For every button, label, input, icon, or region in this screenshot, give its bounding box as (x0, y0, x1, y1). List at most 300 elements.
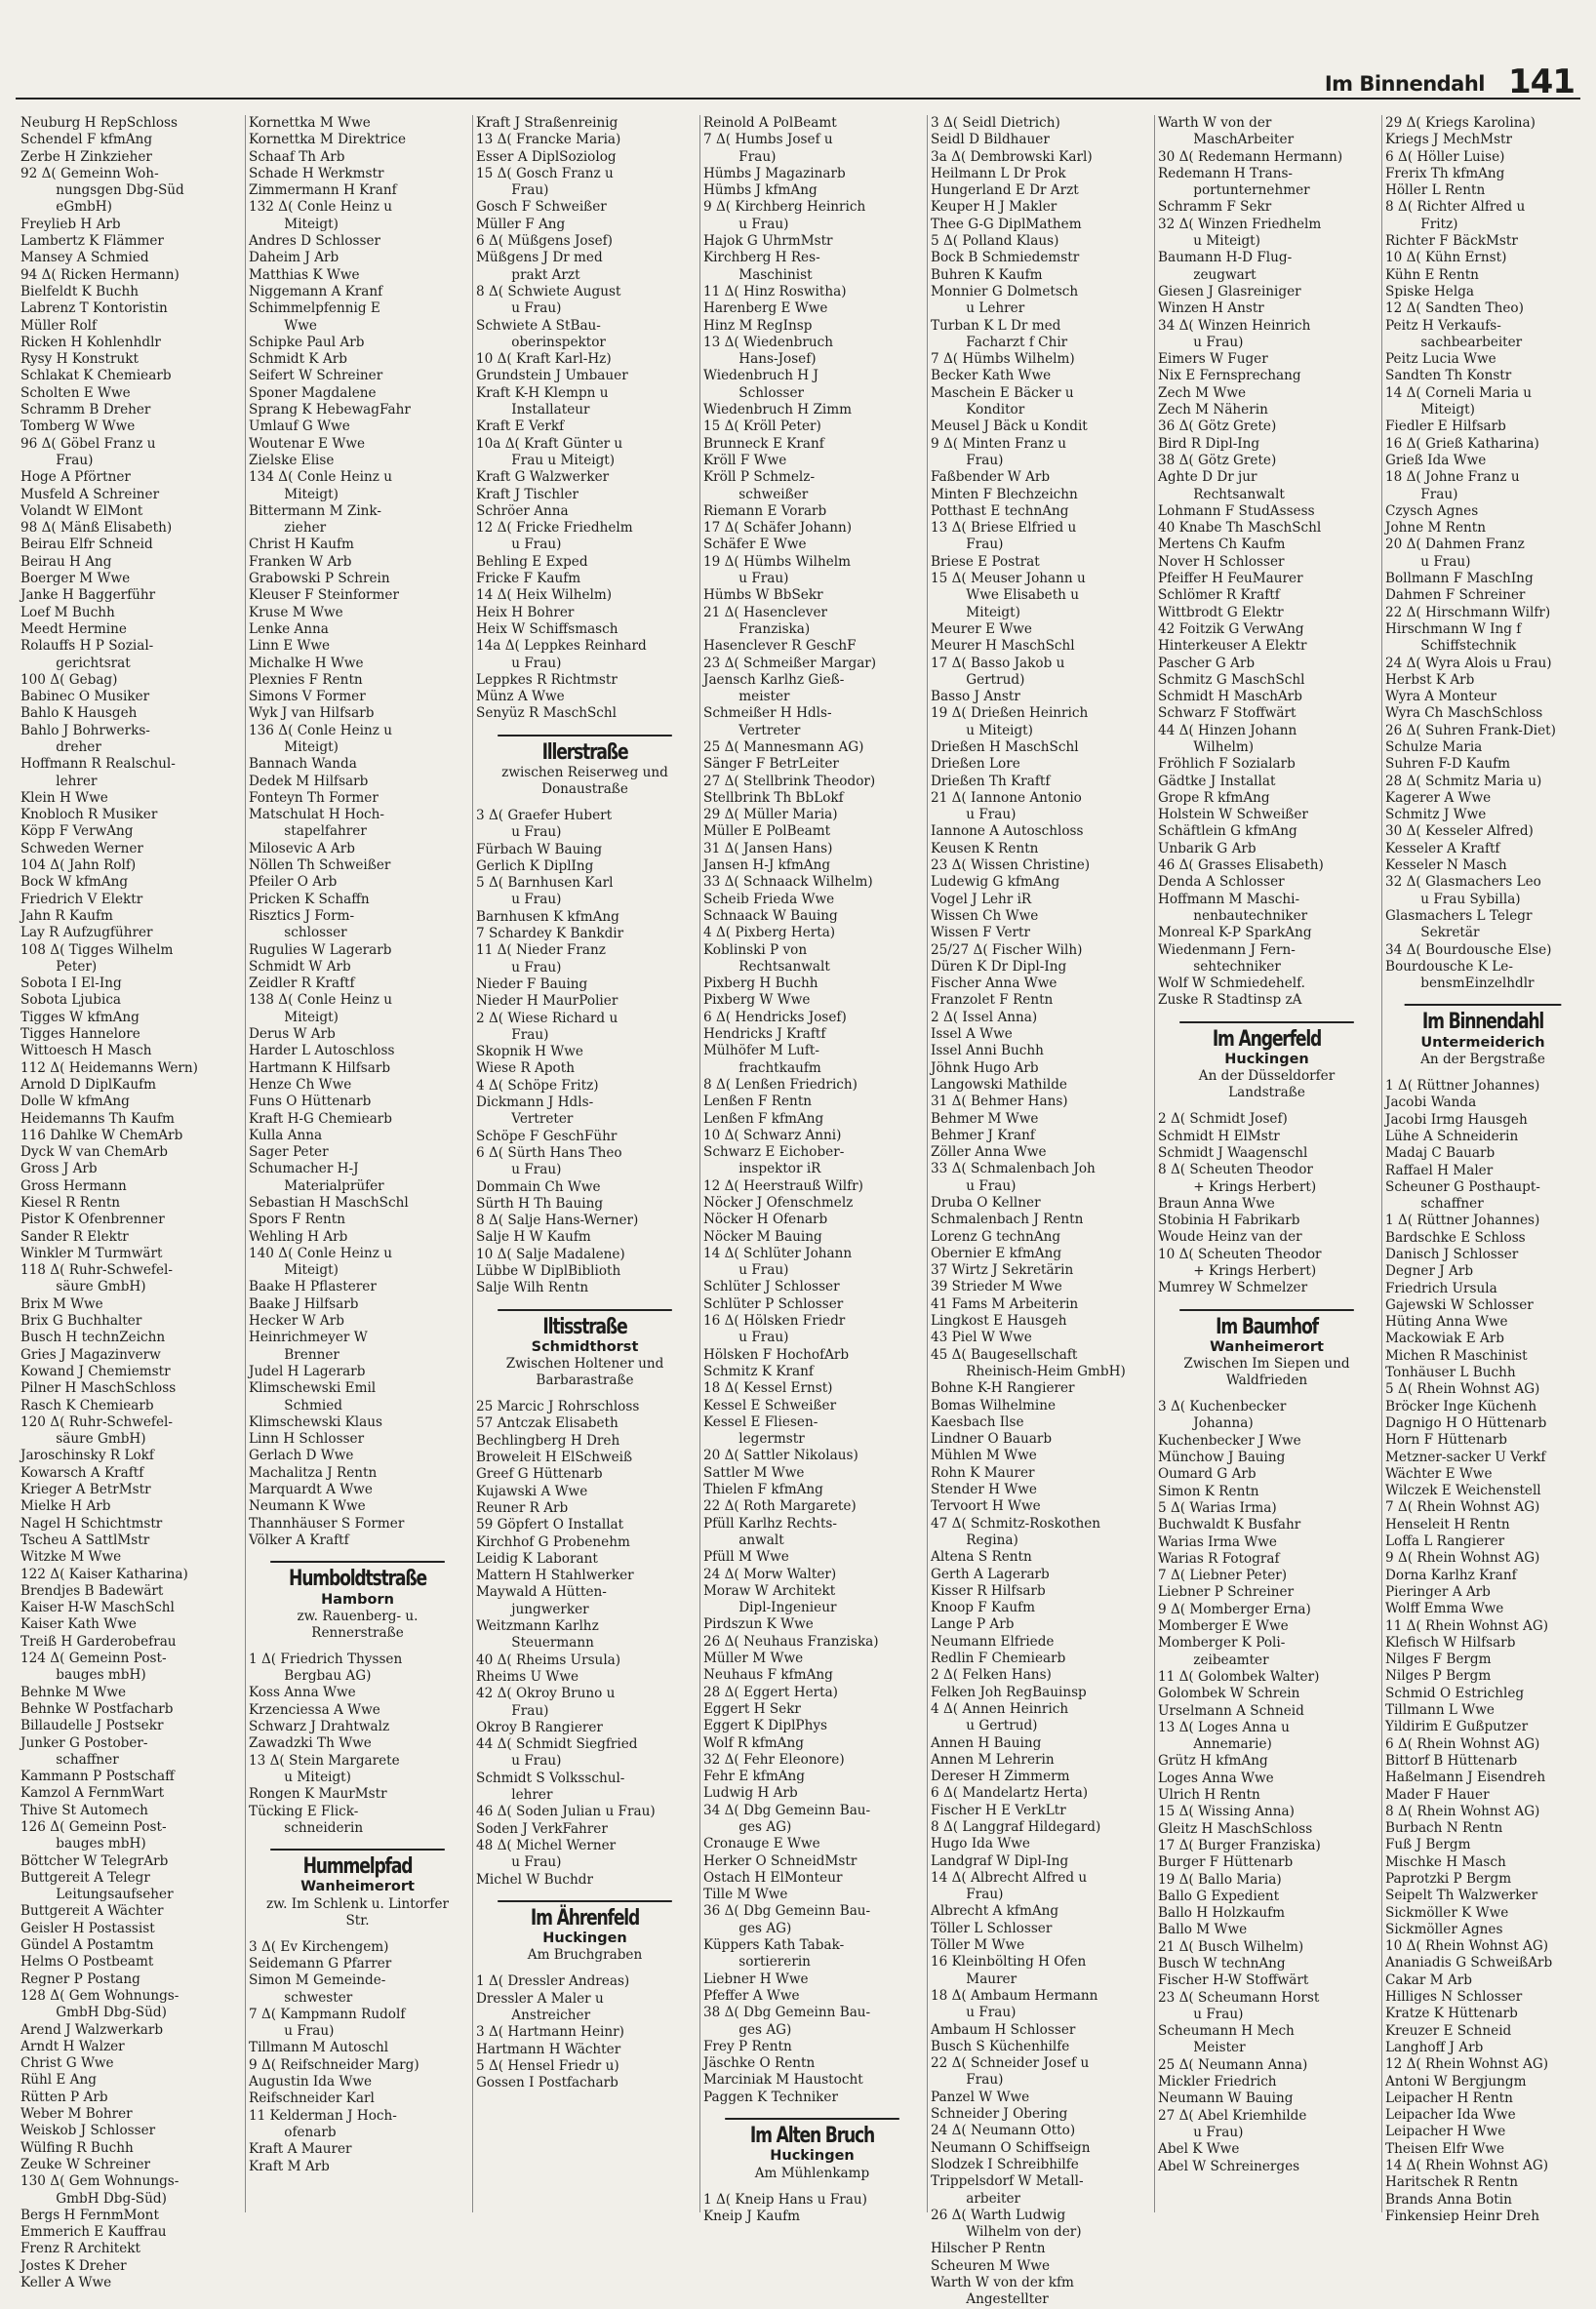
entry-line: Tonhäuser L Buchh (1385, 1365, 1516, 1381)
entry-line: Reifschneider Karl (249, 2090, 375, 2107)
entry-line: Buttgereit A Wächter (20, 1903, 164, 1920)
entry-line: Hümbs J kfmAng (703, 182, 818, 199)
entry-line: Pfeiffer H FeuMaurer (1158, 571, 1303, 587)
entry-line: Sickmöller K Wwe (1385, 1904, 1509, 1921)
entry-line: Nix E Fernsprechang (1158, 368, 1301, 384)
entry-line: GmbH Dbg-Süd) (39, 2005, 167, 2021)
entry-line: Konditor (949, 402, 1025, 418)
entry-line: Burbach N Rentn (1385, 1820, 1503, 1837)
entry-line: 120 Δ( Ruhr-Schwefel- (20, 1413, 173, 1430)
entry-line: Dagnigo H O Hüttenarb (1385, 1414, 1547, 1431)
entry-line: prakt Arzt (495, 266, 580, 283)
entry-line: Kirchhof G Probenehm (476, 1533, 630, 1550)
section-spacer (700, 2182, 924, 2192)
entry-line: Degner J Arb (1385, 1263, 1474, 1280)
entry-line: Kleuser F Steinformer (249, 587, 399, 604)
entry-line: Metzner-sacker U Verkf (1385, 1449, 1546, 1465)
entry-line: Frenz R Architekt (20, 2241, 141, 2257)
entry-line: Maschinist (722, 266, 813, 283)
entry-line: Kowand J Chemiemstr (20, 1363, 171, 1379)
entry-line: 134 Δ( Conle Heinz u (249, 469, 393, 486)
entry-line: 41 Fams M Arbeiterin (931, 1295, 1079, 1312)
entry-line: Zielske Elise (249, 452, 335, 468)
entry-line: Behnke W Postfacharb (20, 1700, 174, 1717)
entry-line: Danisch J Schlosser (1385, 1247, 1519, 1262)
entry-line: Dahmen F Schreiner (1385, 587, 1526, 604)
entry-line: Glasmachers L Telegr (1385, 907, 1533, 924)
entry-line: Neuhaus F kfmAng (703, 1667, 833, 1684)
entry-line: Madaj C Bauarb (1385, 1145, 1496, 1162)
entry-line: Schmidt S Volksschul- (476, 1770, 625, 1786)
entry-line: Brix M Wwe (20, 1295, 103, 1312)
entry-line: Sobota I El-Ing (20, 975, 122, 992)
entry-line: Briese E Postrat (931, 553, 1040, 570)
entry-line: Dolle W kfmAng (20, 1094, 130, 1110)
entry-line: 6 Δ( Müßgens Josef) (476, 233, 613, 250)
entry-line: Schade H Werkmstr (249, 165, 384, 181)
entry-line: Salje Wilh Rentn (476, 1280, 589, 1296)
entry-line: bauges mbH) (39, 1836, 146, 1852)
section-spacer (246, 1642, 469, 1652)
entry-line: Schmidt W Arb (249, 958, 351, 975)
district-name: Wanheimerort (300, 1879, 415, 1895)
entry-line: Bock B Schmiedemstr (931, 250, 1080, 266)
entry-line: Matschulat H Hoch- (249, 807, 384, 823)
entry-line: 20 Δ( Sattler Nikolaus) (703, 1448, 858, 1464)
entry-line: Grope R kfmAng (1158, 789, 1270, 806)
entry-line: schaffner (1404, 1196, 1484, 1213)
entry-line: 33 Δ( Schnaack Wilhelm) (703, 874, 873, 891)
entry-line: zeibeamter (1177, 1652, 1269, 1668)
entry-line: 6 Δ( Mandelartz Herta) (931, 1785, 1089, 1802)
entry-line: Finkensiep Heinr Dreh (1385, 2208, 1539, 2224)
entry-line: Schipke Paul Arb (249, 334, 365, 350)
entry-line: Buhren K Kaufm (931, 266, 1043, 283)
entry-line: Bergs H FernmMont (20, 2207, 159, 2223)
entry-line: Beirau Elfr Schneid (20, 537, 153, 553)
entry-line: 8 Δ( Schwiete August (476, 283, 621, 299)
entry-line: Annemarie) (1177, 1736, 1272, 1753)
entry-line: Basso J Anstr (931, 689, 1020, 705)
entry-line: Brenner (267, 1346, 339, 1363)
entry-line: Kisser R Hilfsarb (931, 1582, 1046, 1599)
entry-line: Warias Irma Wwe (1158, 1533, 1277, 1550)
entry-line: Oumard G Arb (1158, 1466, 1257, 1483)
entry-line: 10 Δ( Schwarz Anni) (703, 1127, 842, 1143)
entry-line: Krzenciessa A Wwe (249, 1701, 380, 1718)
entry-line: Kaesbach Ilse (931, 1413, 1024, 1430)
entry-line: Fiedler E Hilfsarb (1385, 418, 1506, 435)
directory-columns (18, 115, 1582, 2308)
entry-line: 40 Knabe Th MaschSchl (1158, 520, 1322, 537)
entry-line: Seipelt Th Walzwerker (1385, 1888, 1538, 1904)
entry-line: Wehling H Arb (249, 1228, 348, 1245)
entry-line: 9 Δ( Kirchberg Heinrich (703, 199, 866, 216)
entry-line: u Miteigt) (949, 722, 1033, 738)
entry-line: 31 Δ( Behmer Hans) (931, 1094, 1068, 1110)
entry-line: 15 Δ( Gosch Franz u (476, 165, 614, 181)
entry-line: 11 Δ( Golombek Walter) (1158, 1668, 1320, 1685)
entry-line: Schmidt H ElMstr (1158, 1128, 1280, 1144)
entry-line: Schröer Anna (476, 502, 569, 519)
entry-line: Kraft E Verkf (476, 418, 565, 435)
entry-line: Hendricks J Kraftf (703, 1026, 826, 1043)
entry-line: eGmbH) (39, 199, 112, 216)
entry-line: Nöcker H Ofenarb (703, 1212, 828, 1228)
entry-line: schneiderin (267, 1819, 364, 1836)
entry-line: Linn E Wwe (249, 638, 331, 655)
entry-line: 2 Δ( Issel Anna) (931, 1009, 1038, 1025)
entry-line: Maschein E Bäcker u (931, 384, 1074, 401)
entry-line: Hinterkeuser A Elektr (1158, 638, 1307, 655)
entry-line: 43 Piel W Wwe (931, 1330, 1032, 1346)
entry-line: Sekretär (1404, 925, 1480, 941)
entry-line: Ludwig H Arb (703, 1785, 798, 1802)
entry-line: schlosser (267, 925, 347, 941)
entry-line: Christ G Wwe (20, 2055, 114, 2072)
entry-line: 36 Δ( Dbg Gemeinn Bau- (703, 1903, 871, 1920)
street-heading: Humboldtstraße (270, 1561, 445, 1587)
entry-line: Andres D Schlosser (249, 233, 381, 250)
entry-line: Lingkost E Hausgeh (931, 1313, 1067, 1330)
entry-line: Michalke H Wwe (249, 655, 364, 671)
entry-line: Heilmann L Dr Prok (931, 165, 1066, 181)
entry-line: Ambaum H Schlosser (931, 2021, 1076, 2038)
entry-line: Panzel W Wwe (931, 2089, 1030, 2105)
entry-line: Miteigt) (1404, 402, 1475, 418)
entry-line: Schneider J Obering (931, 2106, 1068, 2123)
entry-line: Zech M Näherin (1158, 402, 1268, 418)
entry-line: Kessel E Schweißer (703, 1397, 837, 1413)
entry-line: jungwerker (495, 1601, 589, 1617)
entry-line: Kagerer A Wwe (1385, 789, 1492, 806)
entry-line: Lenke Anna (249, 620, 329, 637)
entry-line: Pfüll M Wwe (703, 1549, 789, 1566)
street-heading: Iltisstraße (498, 1309, 672, 1335)
street-description: Am Mühlenkamp (754, 2165, 870, 2181)
entry-line: Schlüter J Schlosser (703, 1279, 840, 1295)
entry-line: Wyra A Monteur (1385, 689, 1497, 705)
entry-line: Peitz Lucia Wwe (1385, 351, 1496, 368)
street-heading: Illerstraße (498, 735, 672, 761)
entry-line: 3a Δ( Dembrowski Karl) (931, 148, 1093, 165)
entry-line: Jahn R Kaufm (20, 907, 113, 924)
entry-line: + Krings Herbert) (1177, 1178, 1317, 1195)
entry-line: 140 Δ( Conle Heinz u (249, 1245, 393, 1261)
entry-line: Rechtsanwalt (722, 958, 830, 975)
entry-line: Wolff Emma Wwe (1385, 1601, 1504, 1617)
entry-line: 4 Δ( Schöpe Fritz) (476, 1077, 599, 1094)
entry-line: 4 Δ( Annen Heinrich (931, 1700, 1069, 1717)
entry-line: Nilges P Bergm (1385, 1668, 1492, 1685)
entry-line: 116 Dahlke W ChemArb (20, 1127, 183, 1143)
entry-line: Lenßen F kfmAng (703, 1110, 824, 1127)
entry-line: Schmied (267, 1397, 342, 1413)
entry-line: Kesseler A Kraftf (1385, 840, 1500, 856)
entry-line: Schwarz E Eichober- (703, 1144, 845, 1161)
entry-line: 130 Δ( Gem Wohnungs- (20, 2173, 180, 2190)
entry-line: Arndt H Walzer (20, 2038, 125, 2054)
entry-line: 18 Δ( Johne Franz u (1385, 469, 1520, 486)
entry-line: Junker G Postober- (20, 1734, 148, 1751)
entry-line: 36 Δ( Götz Grete) (1158, 418, 1277, 435)
street-heading: Im Baumhof (1179, 1309, 1354, 1335)
entry-line: Bröcker Inge Küchenh (1385, 1398, 1537, 1414)
entry-line: Bittorf B Hüttenarb (1385, 1752, 1518, 1769)
entry-line: 10 Δ( Rhein Wohnst AG) (1385, 1938, 1549, 1955)
section-spacer (473, 798, 697, 808)
entry-line: Billaudelle J Postsekr (20, 1718, 164, 1734)
street-heading: Im Alten Bruch (725, 2118, 899, 2144)
entry-line: Installateur (495, 402, 590, 418)
entry-line: Nieder F Bauing (476, 975, 588, 992)
entry-line: Busch S Küchenhilfe (931, 2038, 1070, 2054)
entry-line: Mansey A Schmied (20, 250, 149, 266)
entry-line: Schwiete A StBau- (476, 317, 601, 334)
street-description: Am Bruchgraben (527, 1947, 643, 1964)
entry-line: Sander R Elektr (20, 1228, 129, 1245)
entry-line: Franziska) (722, 620, 811, 637)
entry-line: 8 Δ( Rhein Wohnst AG) (1385, 1803, 1540, 1819)
entry-line: Gerlich K DiplIng (476, 857, 594, 874)
entry-line: Materialprüfer (267, 1177, 384, 1194)
entry-line: Rheims U Wwe (476, 1668, 579, 1685)
entry-line: Scholten E Wwe (20, 384, 131, 401)
entry-line: 2 Δ( Felken Hans) (931, 1667, 1052, 1684)
entry-line: Sponer Magdalene (249, 384, 377, 401)
entry-line: 2 Δ( Schmidt Josef) (1158, 1111, 1288, 1128)
entry-line: 5 Δ( Warias Irma) (1158, 1499, 1277, 1516)
entry-line: Busch H technZeichn (20, 1330, 166, 1346)
entry-line: 94 Δ( Ricken Hermann) (20, 266, 180, 283)
entry-line: 1 Δ( Rüttner Johannes) (1385, 1078, 1540, 1095)
entry-line: Rolauffs H P Sozial- (20, 638, 154, 655)
entry-line: 2 Δ( Wiese Richard u (476, 1010, 618, 1026)
entry-line: Schumacher H-J (249, 1161, 359, 1177)
entry-line: Denda A Schlosser (1158, 874, 1285, 891)
entry-line: u Frau) (495, 537, 562, 553)
street-description: Zwischen Holtener und Barbarastraße (505, 1356, 664, 1389)
entry-line: Gleitz H MaschSchloss (1158, 1820, 1313, 1837)
entry-line: 47 Δ( Schmitz-Roskothen (931, 1515, 1101, 1532)
section-spacer (473, 1389, 697, 1399)
entry-line: Gosch F Schweißer (476, 199, 607, 216)
entry-line: Leidig K Laborant (476, 1550, 598, 1567)
entry-line: 9 Δ( Reifschneider Marg) (249, 2056, 419, 2073)
entry-line: Müller E PolBeamt (703, 823, 831, 840)
entry-line: Ludewig G kfmAng (931, 874, 1060, 891)
entry-line: Kraft K-H Klempn u (476, 384, 609, 401)
entry-line: Beirau H Ang (20, 553, 112, 570)
entry-line: Friedrich Ursula (1385, 1280, 1497, 1296)
directory-column-1 (18, 115, 241, 2290)
entry-line: 44 Δ( Schmidt Siegfried (476, 1736, 638, 1753)
entry-line: 59 Göpfert O Installat (476, 1517, 624, 1533)
entry-line: Ulrich H Rentn (1158, 1787, 1260, 1804)
entry-line: 13 Δ( Briese Elfried u (931, 520, 1077, 537)
entry-line: 104 Δ( Jahn Rolf) (20, 857, 137, 874)
entry-line: Schwarz F Stoffwärt (1158, 705, 1297, 722)
entry-line: 96 Δ( Göbel Franz u (20, 435, 156, 452)
entry-line: 14 Δ( Albrecht Alfred u (931, 1869, 1088, 1886)
entry-line: Sager Peter (249, 1144, 329, 1161)
entry-line: Wittoesch H Masch (20, 1043, 152, 1059)
entry-line: Kirchberg H Res- (703, 250, 820, 266)
entry-line: Scheuren M Wwe (931, 2257, 1050, 2274)
entry-line: Neumann W Bauing (1158, 2090, 1294, 2107)
entry-line: Gross J Arb (20, 1161, 98, 1177)
entry-line: Nöllen Th Schweißer (249, 857, 391, 874)
entry-line: Buchwaldt K Busfahr (1158, 1517, 1301, 1533)
entry-line: Weiskob J Schlosser (20, 2123, 156, 2139)
entry-line: Richter F BäckMstr (1385, 233, 1518, 250)
entry-line: Turban K L Dr med (931, 317, 1061, 334)
entry-line: Bechlingberg H Dreh (476, 1432, 620, 1449)
entry-line: Töller M Wwe (931, 1937, 1025, 1954)
entry-line: Frau) (1404, 486, 1458, 502)
entry-line: u Frau) (722, 571, 789, 587)
entry-line: Thannhäuser S Former (249, 1515, 405, 1532)
entry-line: Buttgereit A Telegr (20, 1869, 150, 1886)
entry-line: Neumann O Schiffseign (931, 2139, 1091, 2156)
entry-line: Kröll P Schmelz- (703, 469, 816, 486)
entry-line: Frau) (949, 1887, 1004, 1903)
entry-line: Leipacher H Wwe (1385, 2124, 1506, 2140)
section-spacer (246, 1930, 469, 1939)
entry-line: Winkler M Turmwärt (20, 1245, 163, 1261)
entry-line: sachbearbeiter (1404, 334, 1523, 350)
entry-line: 40 Δ( Rheims Ursula) (476, 1652, 621, 1668)
entry-line: u Frau) (949, 2005, 1017, 2021)
entry-line: ges AG) (722, 1920, 792, 1936)
entry-line: Babinec O Musiker (20, 689, 150, 705)
entry-line: Busch W technAng (1158, 1955, 1286, 1971)
entry-line: Mülhöfer M Luft- (703, 1043, 819, 1059)
entry-line: Schiffstechnik (1404, 638, 1517, 655)
entry-line: 18 Δ( Ambaum Hermann (931, 1987, 1098, 2004)
entry-line: 6 Δ( Höller Luise) (1385, 148, 1505, 165)
entry-line: Paprotzki P Bergm (1385, 1870, 1512, 1887)
entry-line: Behling E Exped (476, 553, 588, 570)
entry-line: Münz A Wwe (476, 689, 565, 705)
entry-line: Thielen F kfmAng (703, 1482, 823, 1498)
entry-line: Mickler Friedrich (1158, 2074, 1277, 2090)
entry-line: Jäschke O Rentn (703, 2055, 816, 2072)
entry-line: 6 Δ( Hendricks Josef) (703, 1009, 847, 1025)
entry-line: 19 Δ( Hümbs Wilhelm (703, 553, 852, 570)
entry-line: 7 Δ( Hümbs Wilhelm) (931, 351, 1075, 368)
entry-line: Minten F Blechzeichn (931, 486, 1078, 502)
entry-line: Schmidt H MaschArb (1158, 689, 1302, 705)
entry-line: Neumann Elfriede (931, 1633, 1055, 1650)
entry-line: Stender H Wwe (931, 1482, 1037, 1498)
entry-line: Heidemanns Th Kaufm (20, 1110, 175, 1127)
entry-line: 138 Δ( Conle Heinz u (249, 992, 393, 1009)
entry-line: Fonteyn Th Former (249, 789, 379, 806)
entry-line: Scheumann H Mech (1158, 2023, 1295, 2040)
entry-line: sortiererin (722, 1954, 811, 1971)
entry-line: Franken W Arb (249, 553, 352, 570)
entry-line: u Frau) (495, 1854, 562, 1871)
entry-line: 13 Δ( Francke Maria) (476, 132, 621, 148)
entry-line: u Frau) (1404, 553, 1471, 570)
entry-line: 57 Antczak Elisabeth (476, 1415, 618, 1432)
entry-line: + Krings Herbert) (1177, 1263, 1317, 1279)
entry-line: schwester (267, 1989, 353, 2006)
entry-line: Müller F Ang (476, 216, 566, 232)
entry-line: Henseleit H Rentn (1385, 1516, 1510, 1533)
entry-line: Thive St Automech (20, 1802, 148, 1818)
entry-line: Krieger A BetrMstr (20, 1482, 151, 1498)
entry-line: frachtkaufm (722, 1059, 821, 1076)
entry-line: Böttcher W TelegrArb (20, 1852, 169, 1869)
entry-line: Töller L Schlosser (931, 1920, 1053, 1936)
entry-line: Kröll F Wwe (703, 452, 787, 468)
section-spacer (1155, 1101, 1378, 1111)
entry-line: Dommain Ch Wwe (476, 1178, 601, 1195)
entry-line: 30 Δ( Redemann Hermann) (1158, 148, 1343, 165)
entry-line: 18 Δ( Kessel Ernst) (703, 1380, 833, 1397)
entry-line: Mackowiak E Arb (1385, 1331, 1504, 1347)
entry-line: u Frau) (495, 892, 562, 908)
entry-line: Wissen F Vertr (931, 925, 1030, 941)
entry-line: MaschArbeiter (1177, 132, 1295, 148)
entry-line: Lange P Arb (931, 1616, 1015, 1633)
entry-line: 15 Δ( Wissing Anna) (1158, 1804, 1295, 1820)
entry-line: Baumann H-D Flug- (1158, 250, 1293, 266)
entry-line: Pilner H MaschSchloss (20, 1380, 177, 1397)
entry-line: Dereser H Zimmerm (931, 1769, 1070, 1785)
entry-line: lehrer (39, 773, 98, 789)
entry-line: Schmitz K Kranf (703, 1363, 814, 1379)
entry-line: Liebner P Schreiner (1158, 1584, 1295, 1601)
entry-line: Wilhelm von der) (949, 2224, 1082, 2241)
entry-line: Okroy B Rangierer (476, 1719, 603, 1735)
entry-line: Grabowski P Schrein (249, 571, 390, 587)
entry-line: Facharzt f Chir (949, 334, 1068, 350)
entry-line: Hasenclever R GeschF (703, 638, 857, 655)
entry-line: Bittermann M Zink- (249, 502, 382, 519)
entry-line: Monnier G Dolmetsch (931, 283, 1079, 299)
directory-column-4 (699, 115, 924, 2224)
entry-line: Mischke H Masch (1385, 1853, 1506, 1870)
entry-line: 10a Δ( Kraft Günter u (476, 435, 623, 452)
entry-line: Zech M Wwe (1158, 384, 1247, 401)
entry-line: Loges Anna Wwe (1158, 1770, 1274, 1786)
entry-line: 14 Δ( Corneli Maria u (1385, 384, 1533, 401)
entry-line: Langowski Mathilde (931, 1076, 1067, 1093)
entry-line: 39 Strieder M Wwe (931, 1279, 1062, 1295)
entry-line: Frau) (495, 1026, 549, 1043)
entry-line: Maywald A Hütten- (476, 1584, 607, 1601)
street-description: zw. Im Schlenk u. Lintorfer Str. (265, 1895, 450, 1929)
street-description: zwischen Reiserweg und Donaustraße (501, 764, 668, 797)
entry-line: Kulla Anna (249, 1127, 323, 1143)
entry-line: Frau) (722, 148, 777, 165)
entry-line: dreher (39, 738, 101, 755)
entry-line: 100 Δ( Gebag) (20, 671, 118, 688)
entry-line: Treiß H Garderobefrau (20, 1633, 177, 1650)
entry-line: Kornettka M Direktrice (249, 132, 407, 148)
entry-line: Heix H Bohrer (476, 604, 575, 620)
entry-line: Kreuzer E Schneid (1385, 2022, 1512, 2039)
entry-line: Hilliges N Schlosser (1385, 1989, 1523, 2006)
entry-line: Hümbs W BbSekr (703, 587, 823, 604)
entry-line: Mertens Ch Kaufm (1158, 537, 1286, 553)
entry-line: säure GmbH) (39, 1431, 146, 1448)
entry-line: Tillmann M Autoschl (249, 2040, 389, 2056)
entry-line: 23 Δ( Scheumann Horst (1158, 1989, 1320, 2006)
